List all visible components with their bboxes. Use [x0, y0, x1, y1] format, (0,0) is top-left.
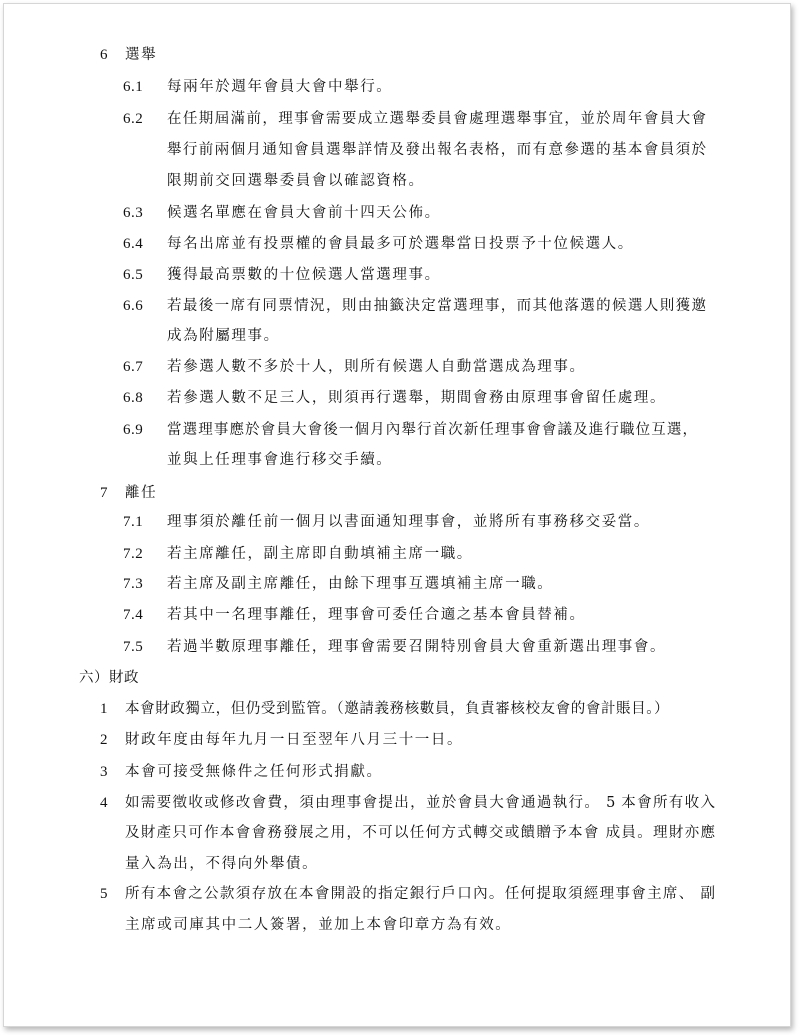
clause-text: 並與上任理事會進行移交手續。	[167, 452, 393, 468]
clause-text: 限期前交回選舉委員會以確認資格。	[167, 173, 425, 189]
clause-text: 候選名單應在會員大會前十四天公佈。	[167, 205, 441, 221]
clause-text: 獲得最高票數的十位候選人當選理事。	[167, 267, 441, 283]
section-title: 離任	[125, 485, 158, 501]
finance-heading: 六）財政	[79, 670, 139, 686]
clause-text: 若其中一名理事離任，理事會可委任合適之基本會員替補。	[167, 607, 586, 623]
clause-number: 6.4	[123, 236, 144, 252]
clause-text: 主席或司庫其中二人簽署，並加上本會印章方為有效。	[125, 917, 512, 933]
clause-text: 及財產只可作本會會務發展之用，不可以任何方式轉交或饋贈予本會 成員。理財亦應	[125, 825, 715, 841]
clause-number: 7.3	[123, 576, 144, 592]
clause-text: 量入為出，不得向外舉債。	[125, 856, 319, 872]
clause-number: 6.7	[123, 359, 144, 375]
clause-text: 理事須於離任前一個月以書面通知理事會，並將所有事務移交妥當。	[167, 514, 650, 530]
clause-number: 7.2	[123, 546, 144, 562]
section-title: 選舉	[125, 47, 158, 63]
clause-text: 若主席及副主席離任，由餘下理事互選填補主席一職。	[167, 576, 554, 592]
clause-number: 5	[100, 886, 108, 902]
clause-text: 每兩年於週年會員大會中舉行。	[167, 79, 393, 95]
clause-number: 7.1	[123, 514, 144, 530]
clause-text: 在任期屆滿前，理事會需要成立選舉委員會處理選舉事宜，並於周年會員大會	[167, 111, 706, 127]
clause-text: 成為附屬理事。	[167, 328, 280, 344]
section-number: 7	[100, 485, 108, 501]
clause-number: 6.1	[123, 79, 144, 95]
clause-text: 舉行前兩個月通知會員選舉詳情及發出報名表格，而有意參選的基本會員須於	[167, 142, 706, 158]
clause-number: 6.6	[123, 298, 144, 314]
clause-text: 若主席離任，副主席即自動填補主席一職。	[167, 546, 473, 562]
clause-text: 財政年度由每年九月一日至翌年八月三十一日。	[125, 732, 464, 748]
clause-number: 6.5	[123, 267, 144, 283]
section-number: 6	[100, 47, 108, 63]
clause-number: 1	[100, 701, 108, 717]
clause-number: 3	[100, 764, 108, 780]
clause-text: 本會財政獨立，但仍受到監管。（邀請義務核數員，負責審核校友會的會計賬目。）	[125, 701, 670, 717]
clause-text: 每名出席並有投票權的會員最多可於選舉當日投票予十位候選人。	[167, 236, 634, 252]
clause-number: 6.3	[123, 205, 144, 221]
document-page	[3, 3, 791, 1027]
clause-number: 2	[100, 732, 108, 748]
clause-text: 若參選人數不多於十人，則所有候選人自動當選成為理事。	[167, 359, 586, 375]
clause-number: 6.9	[123, 422, 144, 438]
clause-text: 如需要徵收或修改會費，須由理事會提出，並於會員大會通過執行。 5 本會所有收入	[125, 795, 715, 811]
clause-number: 4	[100, 795, 108, 811]
clause-text: 若最後一席有同票情況，則由抽籤決定當選理事，而其他落選的候選人則獲邀	[167, 298, 706, 314]
clause-text: 所有本會之公款須存放在本會開設的指定銀行戶口內。任何提取須經理事會主席、 副	[125, 886, 715, 902]
clause-text: 當選理事應於會員大會後一個月內舉行首次新任理事會會議及進行職位互選，	[167, 422, 697, 438]
clause-text: 若過半數原理事離任，理事會需要召開特別會員大會重新選出理事會。	[167, 639, 667, 655]
clause-number: 6.8	[123, 390, 144, 406]
clause-text: 若參選人數不足三人，則須再行選舉，期間會務由原理事會留任處理。	[167, 390, 667, 406]
clause-number: 6.2	[123, 111, 144, 127]
clause-text: 本會可接受無條件之任何形式捐獻。	[125, 764, 383, 780]
clause-number: 7.4	[123, 607, 144, 623]
clause-number: 7.5	[123, 639, 144, 655]
